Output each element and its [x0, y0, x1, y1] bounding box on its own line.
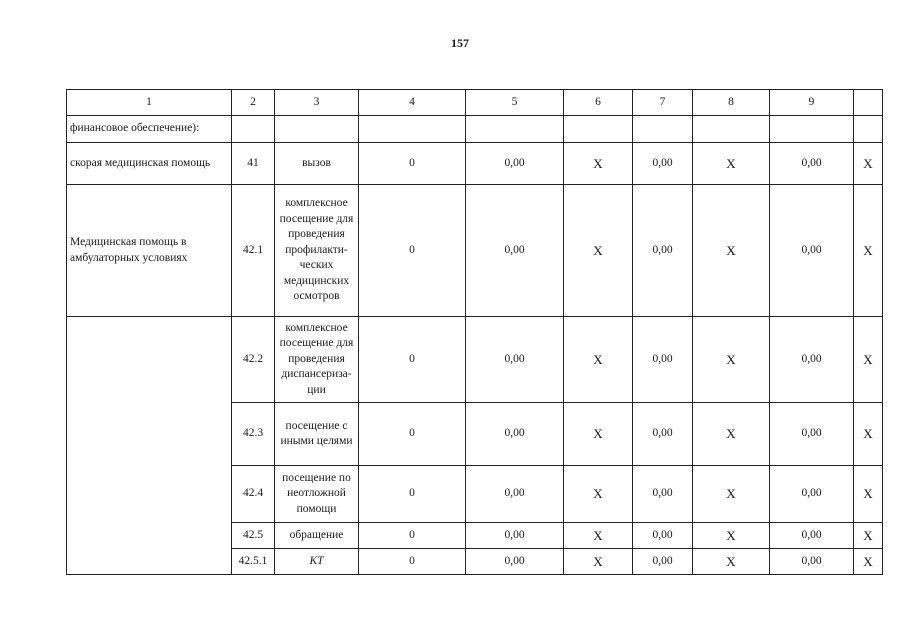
value-cell-5: X	[593, 553, 603, 569]
value-cell-5: X	[593, 242, 603, 258]
row-number: 42.1	[242, 243, 264, 256]
column-header-6: 6	[595, 95, 601, 108]
value-cell-7: X	[726, 155, 736, 171]
unit-of-measure: комплексное посещение для проведения профилакти-ческих медицинских осмотров	[279, 197, 354, 303]
value-cell-4: 0,00	[504, 156, 525, 169]
column-header-1: 1	[146, 95, 152, 108]
row-number: 41	[247, 156, 259, 169]
value-cell-9: X	[863, 155, 873, 171]
value-cell-8: 0,00	[801, 528, 822, 541]
row-number: 42.5	[242, 528, 264, 541]
value-cell-5: X	[593, 155, 603, 171]
value-cell-7: X	[726, 553, 736, 569]
table-rule-h	[66, 574, 883, 575]
value-cell-7: X	[726, 527, 736, 543]
row-number: 42.4	[242, 487, 264, 500]
column-header-4: 4	[409, 95, 415, 108]
value-cell-6: 0,00	[652, 352, 673, 365]
value-cell-6: 0,00	[652, 427, 673, 440]
row-number: 42.3	[242, 427, 264, 440]
column-header-5: 5	[511, 95, 518, 108]
value-cell-4: 0,00	[504, 427, 525, 440]
value-cell-8: 0,00	[801, 427, 822, 440]
value-cell-3: 0	[409, 352, 415, 365]
value-cell-4: 0,00	[504, 528, 525, 541]
section-label: финансовое обеспечение):	[70, 122, 200, 135]
value-cell-8: 0,00	[801, 243, 822, 256]
table-rule-v	[882, 89, 883, 575]
value-cell-8: 0,00	[801, 156, 822, 169]
value-cell-6: 0,00	[652, 487, 673, 500]
value-cell-3: 0	[409, 156, 415, 169]
value-cell-5: X	[593, 426, 603, 442]
row-label: скорая медицинская помощь	[70, 156, 211, 169]
row-number: 42.2	[242, 352, 264, 365]
value-cell-6: 0,00	[652, 528, 673, 541]
value-cell-9: X	[863, 351, 873, 367]
value-cell-9: X	[863, 527, 873, 543]
value-cell-5: X	[593, 527, 603, 543]
column-header-9: 9	[808, 95, 815, 108]
value-cell-8: 0,00	[801, 487, 822, 500]
column-header-2: 2	[250, 95, 256, 108]
unit-of-measure: комплексное посещение для проведения диспансериза-ции	[279, 321, 354, 396]
value-cell-4: 0,00	[504, 554, 525, 567]
value-cell-3: 0	[409, 427, 415, 440]
unit-of-measure: посещение по неотложной помощи	[282, 471, 351, 515]
value-cell-4: 0,00	[504, 352, 525, 365]
value-cell-3: 0	[409, 554, 415, 567]
value-cell-6: 0,00	[652, 554, 673, 567]
value-cell-7: X	[726, 486, 736, 502]
unit-of-measure: КТ	[309, 554, 324, 567]
value-cell-4: 0,00	[504, 243, 525, 256]
value-cell-6: 0,00	[652, 156, 673, 169]
page-number: 157	[451, 36, 469, 50]
row-number: 42.5.1	[238, 554, 268, 567]
unit-of-measure: вызов	[302, 156, 331, 169]
value-cell-9: X	[863, 486, 873, 502]
value-cell-5: X	[593, 486, 603, 502]
value-cell-3: 0	[409, 528, 415, 541]
row-label: Медицинская помощь в амбулаторных условиях	[70, 236, 188, 264]
value-cell-7: X	[726, 426, 736, 442]
column-header-7: 7	[659, 95, 666, 108]
value-cell-9: X	[863, 553, 873, 569]
value-cell-3: 0	[409, 243, 415, 256]
value-cell-3: 0	[409, 487, 415, 500]
value-cell-8: 0,00	[801, 352, 822, 365]
value-cell-7: X	[726, 351, 736, 367]
unit-of-measure: посещение с иными целями	[280, 419, 353, 447]
column-header-8: 8	[728, 95, 734, 108]
value-cell-5: X	[593, 351, 603, 367]
column-header-3: 3	[313, 95, 320, 108]
value-cell-8: 0,00	[801, 554, 822, 567]
value-cell-6: 0,00	[652, 243, 673, 256]
value-cell-4: 0,00	[504, 487, 525, 500]
unit-of-measure: обращение	[289, 528, 344, 541]
value-cell-9: X	[863, 426, 873, 442]
value-cell-9: X	[863, 242, 873, 258]
value-cell-7: X	[726, 242, 736, 258]
